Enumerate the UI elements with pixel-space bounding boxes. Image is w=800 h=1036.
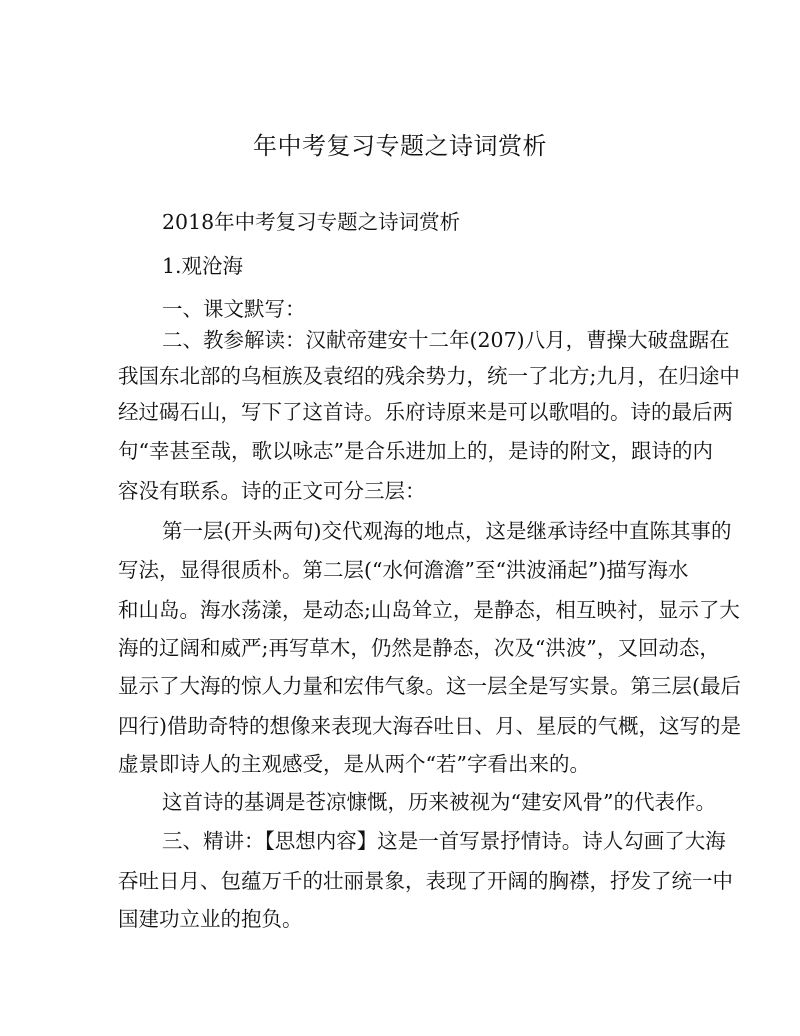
paragraph-line: 四行)借助奇特的想像来表现大海吞吐日、月、星辰的气概，这写的是 [118,714,741,738]
subtitle-line: 2018年中考复习专题之诗词赏析 [162,210,461,234]
paragraph-line: 海的辽阔和威严;再写草木，仍然是静态，次及“洪波”，又回动态， [118,636,720,660]
paragraph-line: 容没有联系。诗的正文可分三层： [118,479,426,503]
paragraph-line: 写法，显得很质朴。第二层(“水何澹澹”至“洪波涌起”)描写海水 [118,558,689,582]
document-title: 年中考复习专题之诗词赏析 [253,132,547,160]
paragraph-line: 二、教参解读：汉献帝建安十二年(207)八月，曹操大破盘踞在 [162,328,730,352]
paragraph-line: 三、精讲：【思想内容】这是一首写景抒情诗。诗人勾画了大海 [162,829,726,853]
paragraph-line: 和山岛。海水荡漾，是动态;山岛耸立，是静态，相互映衬，显示了大 [118,598,740,622]
paragraph-line: 吞吐日月、包蕴万千的壮丽景象，表现了开阔的胸襟，抒发了统一中 [118,869,733,893]
paragraph-line: 我国东北部的乌桓族及袁绍的残余势力，统一了北方;九月，在归途中 [118,364,740,388]
paragraph-line: 经过碣石山，写下了这首诗。乐府诗原来是可以歌唱的。诗的最后两 [118,400,733,424]
paragraph-line: 第一层(开头两句)交代观海的地点，这是继承诗经中直陈其事的 [162,519,732,543]
paragraph-line: 句“幸甚至哉，歌以咏志”是合乐进加上的，是诗的附文，跟诗的内 [118,439,713,463]
paragraph-line: 国建功立业的抱负。 [118,907,303,931]
section-heading: 1.观沧海 [162,254,244,278]
paragraph-line: 虚景即诗人的主观感受，是从两个“若”字看出来的。 [118,752,590,776]
paragraph-line: 显示了大海的惊人力量和宏伟气象。这一层全是写实景。第三层(最后 [118,674,741,698]
section-heading: 一、课文默写： [162,297,306,321]
paragraph-line: 这首诗的基调是苍凉慷慨，历来被视为“建安风骨”的代表作。 [162,790,716,814]
